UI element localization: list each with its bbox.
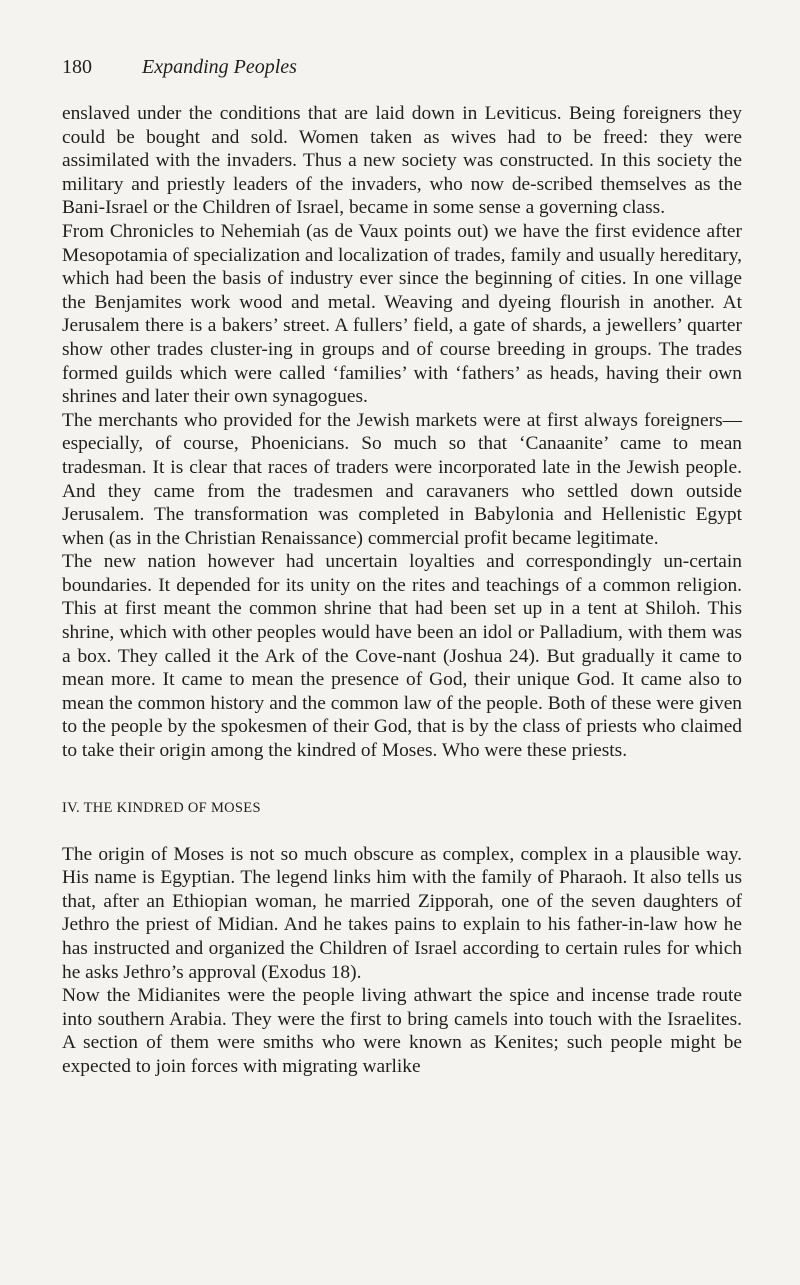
body-paragraph: The new nation however had uncertain loyalties and correspondingly un-certain boundaries. It depended for its unity on the rites and teachings of a common religion. This at first meant the common shrine that had been set up in a tent at Shiloh. This shrine, which with other peoples would have been an idol or Palladium, with them was a box. They called it the Ark of the Cove-nant (Joshua 24). But gradually it came to mean more. It came to mean the presence of God, their unique God. It came also to mean the common history and the common law of the people. Both of these were given to the people by the spokesmen of their God, that is by the class of priests who claimed to take their origin among the kindred of Moses. Who were these priests. <box>62 551 742 762</box>
body-paragraph: enslaved under the conditions that are laid down in Leviticus. Being foreigners they could be bought and sold. Women taken as wives had to be freed: they were assimilated with the invaders. Thus a new society was constructed. In this society the military and priestly leaders of the invaders, who now de-scribed themselves as the Bani-Israel or the Children of Israel, became in some sense a governing class. <box>62 103 742 219</box>
body-paragraph: The origin of Moses is not so much obscure as complex, complex in a plausible way. His name is Egyptian. The legend links him with the family of Pharaoh. It also tells us that, after an Ethiopian woman, he married Zipporah, one of the seven daughters of Jethro the priest of Midian. And he takes pains to explain to his father-in-law how he has instructed and organized the Children of Israel according to certain rules for which he asks Jethro’s approval (Exodus 18). <box>62 843 742 983</box>
page-number: 180 <box>62 56 92 78</box>
body-paragraph: Now the Midianites were the people living athwart the spice and incense trade route into southern Arabia. They were the first to bring camels into touch with the Israelites. A section of them were smiths who were known as Kenites; such people might be expected to join forces with migrating warlike <box>62 985 742 1077</box>
running-title: Expanding Peoples <box>142 56 297 78</box>
running-header <box>62 54 297 80</box>
page-body <box>62 102 742 1079</box>
body-paragraph: The merchants who provided for the Jewish markets were at first always foreigners—especially, of course, Phoenicians. So much so that ‘Canaanite’ came to mean tradesman. It is clear that races of traders were incorporated late in the Jewish people. And they came from the tradesmen and caravaners who settled down outside Jerusalem. The transformation was completed in Babylonia and Hellenistic Egypt when (as in the Christian Renaissance) commercial profit became legitimate. <box>62 409 742 549</box>
section-heading: IV. THE KINDRED OF MOSES <box>62 799 261 816</box>
body-paragraph: From Chronicles to Nehemiah (as de Vaux points out) we have the first evidence after Mesopotamia of specialization and localization of trades, family and usually hereditary, which had been the basis of industry ever since the beginning of cities. In one village the Benjamites work wood and metal. Weaving and dyeing flourish in another. At Jerusalem there is a bakers’ street. A fullers’ field, a gate of shards, a jewellers’ quarter show other trades cluster-ing in groups and of course breeding in groups. The trades formed guilds which were called ‘families’ with ‘fathers’ as heads, having their own shrines and later their own synagogues. <box>62 220 742 408</box>
